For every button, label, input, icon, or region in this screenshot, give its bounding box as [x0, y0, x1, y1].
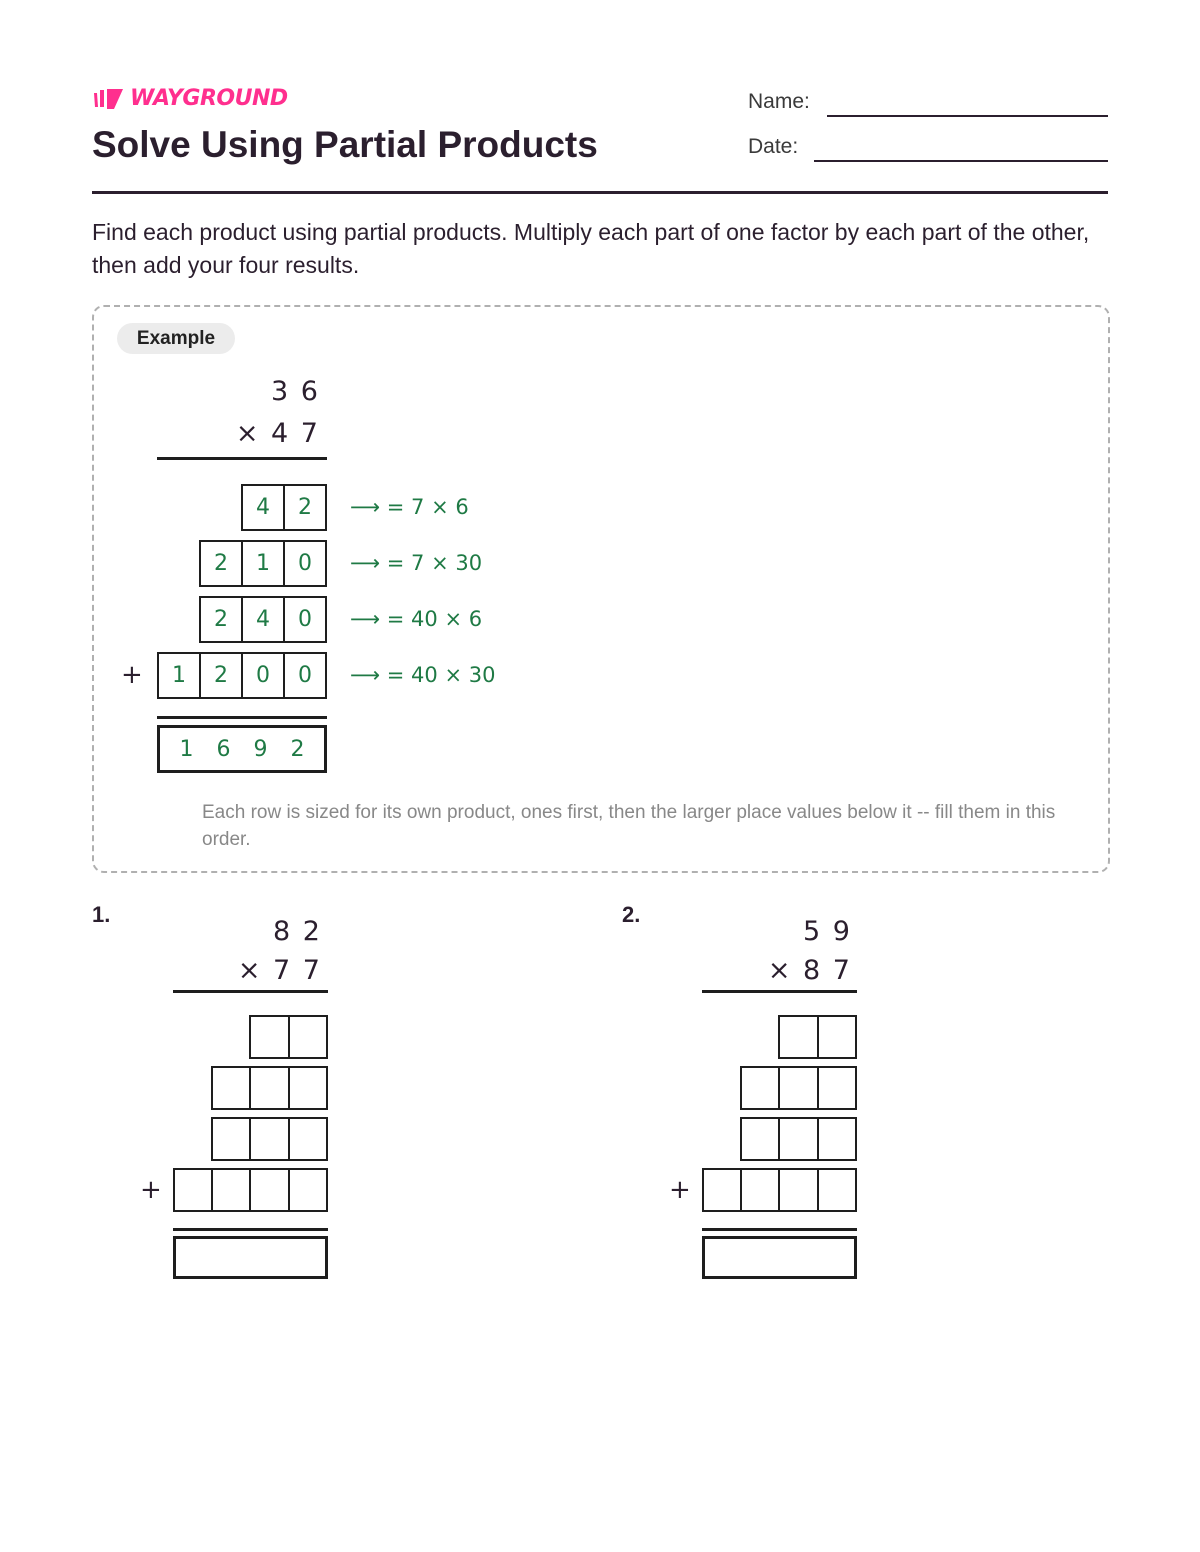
problem-2-sum-line — [702, 1228, 857, 1231]
problem-1-plus-sign: + — [140, 1175, 162, 1205]
problem-1-factor-top: 8 2 — [273, 916, 322, 947]
example-factor-bottom: × 4 7 — [235, 418, 320, 449]
example-row4-cell: 0 — [241, 652, 285, 699]
example-total-digit: 2 — [290, 736, 305, 762]
example-row1-cell: 2 — [283, 484, 327, 531]
answer-cell[interactable] — [288, 1066, 328, 1110]
answer-cell[interactable] — [778, 1015, 819, 1059]
answer-cell[interactable] — [817, 1066, 857, 1110]
wayground-logo-icon — [92, 87, 124, 111]
problem-2-multiply-line — [702, 990, 857, 993]
answer-cell[interactable] — [211, 1117, 251, 1161]
example-total-digit: 1 — [179, 736, 194, 762]
example-plus-sign: + — [121, 660, 143, 690]
answer-cell[interactable] — [740, 1117, 780, 1161]
example-total-box — [157, 725, 327, 773]
problem-1-number: 1. — [92, 902, 111, 927]
answer-cell[interactable] — [249, 1015, 290, 1059]
problem-1-multiply-line — [173, 990, 328, 993]
example-multiply-line — [157, 457, 327, 460]
example-total-digit: 6 — [216, 736, 231, 762]
example-row1-annotation: ⟶ = 7 × 6 — [350, 495, 469, 519]
example-row2-annotation: ⟶ = 7 × 30 — [350, 551, 483, 575]
name-field[interactable] — [827, 115, 1108, 117]
example-factor-top: 3 6 — [271, 376, 320, 407]
example-row3-annotation: ⟶ = 40 × 6 — [350, 607, 483, 631]
answer-cell[interactable] — [778, 1168, 819, 1212]
answer-cell[interactable] — [817, 1117, 857, 1161]
example-row4-cell: 1 — [157, 652, 201, 699]
example-badge: Example — [117, 323, 235, 354]
example-row1-cell: 4 — [241, 484, 285, 531]
example-row3-cell: 2 — [199, 596, 243, 643]
problem-1-factor-bottom: × 7 7 — [237, 955, 322, 986]
answer-cell[interactable] — [249, 1168, 290, 1212]
example-row2-cell: 2 — [199, 540, 243, 587]
problem-1-sum-line — [173, 1228, 328, 1231]
example-row2-cell: 1 — [241, 540, 285, 587]
answer-cell[interactable] — [778, 1117, 819, 1161]
problem-2-factor-bottom: × 8 7 — [767, 955, 852, 986]
page-title: Solve Using Partial Products — [92, 124, 598, 165]
answer-cell[interactable] — [249, 1066, 290, 1110]
brand-logo — [92, 86, 288, 111]
answer-cell[interactable] — [817, 1168, 857, 1212]
answer-cell[interactable] — [173, 1168, 213, 1212]
problem-2-factor-top: 5 9 — [803, 916, 852, 947]
answer-cell[interactable] — [740, 1168, 780, 1212]
date-label: Date: — [748, 135, 799, 158]
answer-cell[interactable] — [740, 1066, 780, 1110]
example-row3-cell: 0 — [283, 596, 327, 643]
answer-cell[interactable] — [288, 1117, 328, 1161]
answer-cell[interactable] — [211, 1066, 251, 1110]
logo-text: WAYGROUND — [130, 86, 288, 111]
header-divider — [92, 191, 1108, 194]
example-row4-cell: 2 — [199, 652, 243, 699]
date-field[interactable] — [814, 160, 1108, 162]
problem-2-plus-sign: + — [669, 1175, 691, 1205]
answer-cell[interactable] — [249, 1117, 290, 1161]
answer-cell[interactable] — [211, 1168, 251, 1212]
example-row4-annotation: ⟶ = 40 × 30 — [350, 663, 496, 687]
example-row4-cell: 0 — [283, 652, 327, 699]
example-note: Each row is sized for its own product, ones first, then the larger place values below it -- fill them in this order. — [202, 802, 1056, 850]
problem-2-total-box[interactable] — [702, 1236, 857, 1279]
example-row3-cell: 4 — [241, 596, 285, 643]
problem-2-number: 2. — [622, 902, 641, 927]
answer-cell[interactable] — [817, 1015, 857, 1059]
example-sum-line — [157, 716, 327, 719]
answer-cell[interactable] — [288, 1168, 328, 1212]
answer-cell[interactable] — [702, 1168, 742, 1212]
answer-cell[interactable] — [288, 1015, 328, 1059]
answer-cell[interactable] — [778, 1066, 819, 1110]
example-row2-cell: 0 — [283, 540, 327, 587]
instructions: Find each product using partial products. Multiply each part of one factor by each part of the other, then add your four results. — [92, 219, 1090, 278]
name-label: Name: — [748, 90, 810, 113]
example-total-digit: 9 — [253, 736, 268, 762]
problem-1-total-box[interactable] — [173, 1236, 328, 1279]
